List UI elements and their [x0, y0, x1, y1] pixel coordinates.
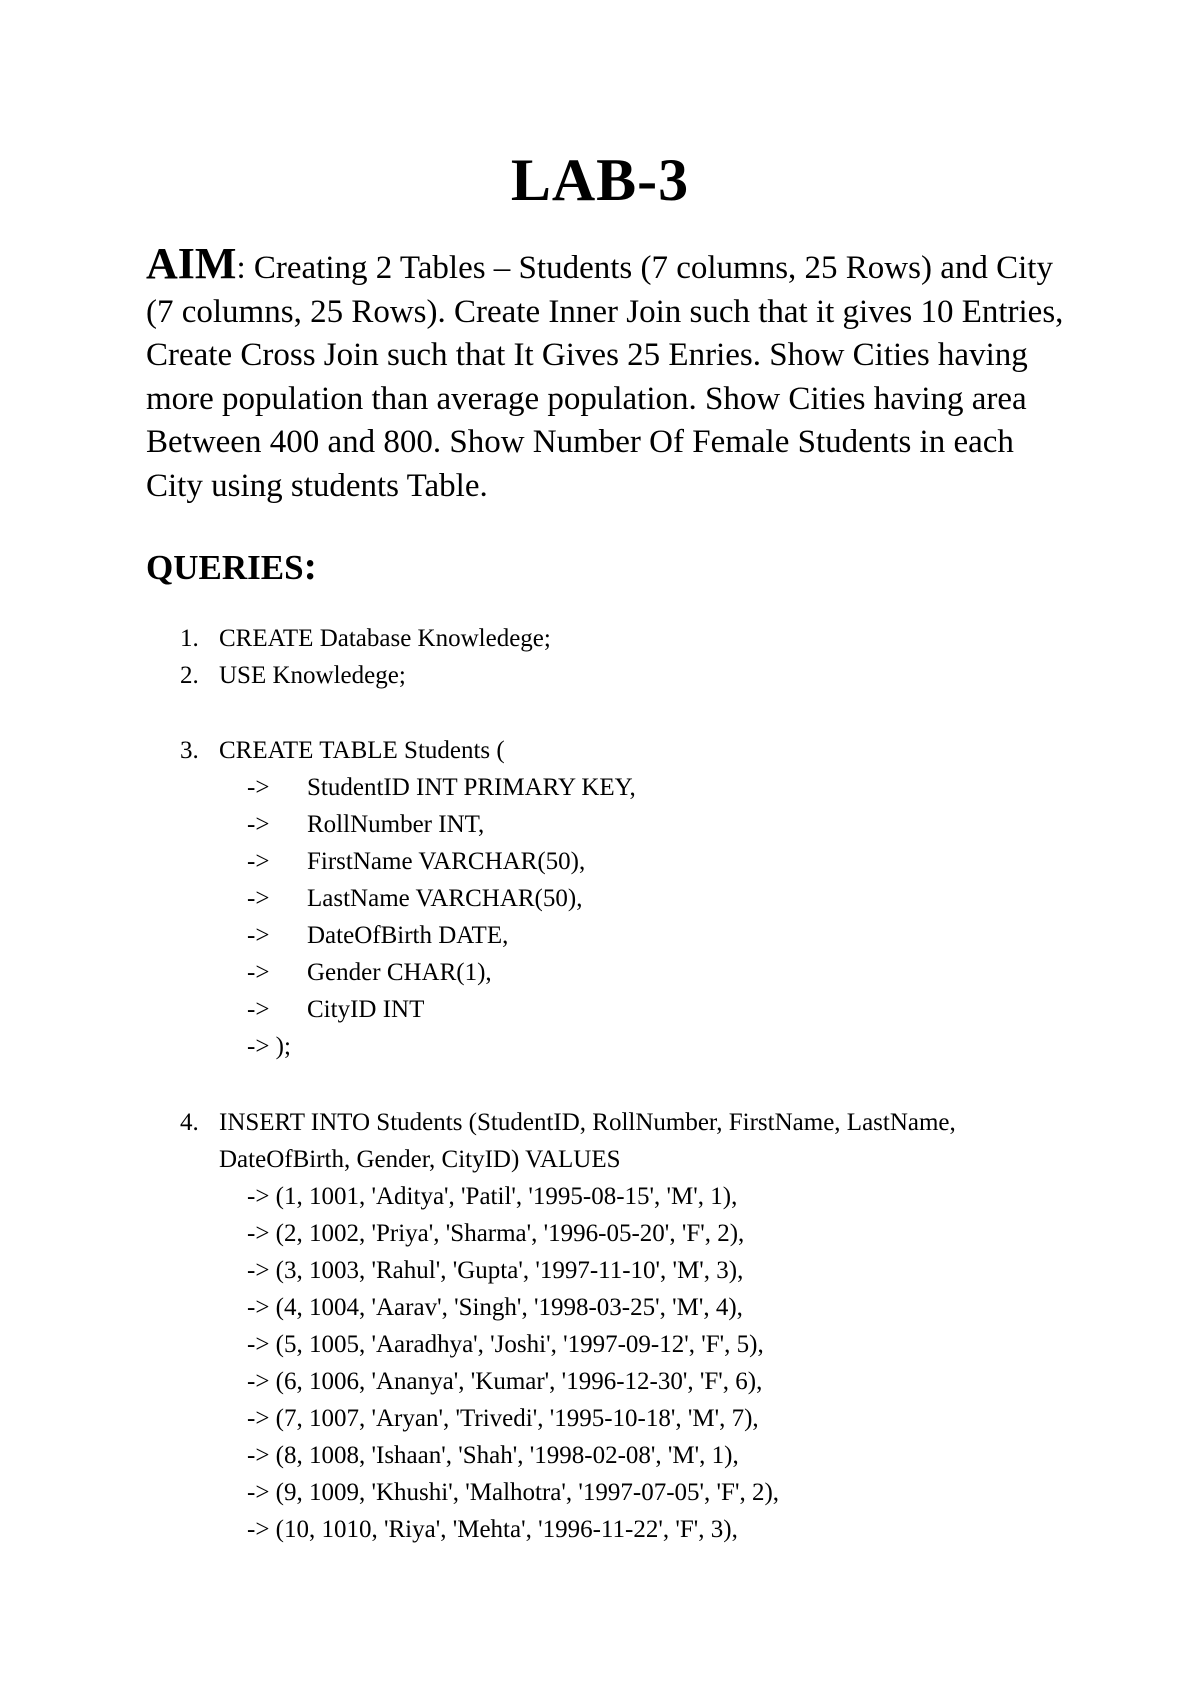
- query-number: 1.: [180, 625, 199, 652]
- page-title: LAB-3: [510, 147, 690, 213]
- insert-row: -> (3, 1003, 'Rahul', 'Gupta', '1997-11-10', 'M', 3),: [247, 1257, 744, 1284]
- column-definition: Gender CHAR(1),: [307, 959, 492, 986]
- arrow-prompt: ->: [247, 774, 270, 801]
- insert-row: -> (2, 1002, 'Priya', 'Sharma', '1996-05-20', 'F', 2),: [247, 1220, 745, 1247]
- insert-row: -> (8, 1008, 'Ishaan', 'Shah', '1998-02-08', 'M', 1),: [247, 1442, 739, 1469]
- aim-paragraph: [146, 239, 1076, 508]
- query-text: CREATE Database Knowledege;: [219, 625, 551, 652]
- insert-row: -> (6, 1006, 'Ananya', 'Kumar', '1996-12-30', 'F', 6),: [247, 1368, 763, 1395]
- insert-continuation: DateOfBirth, Gender, CityID) VALUES: [219, 1146, 621, 1173]
- column-definition: FirstName VARCHAR(50),: [307, 848, 586, 875]
- insert-row: -> (10, 1010, 'Riya', 'Mehta', '1996-11-22', 'F', 3),: [247, 1516, 738, 1543]
- aim-separator: :: [236, 250, 246, 286]
- insert-row: -> (1, 1001, 'Aditya', 'Patil', '1995-08-15', 'M', 1),: [247, 1183, 738, 1210]
- aim-label: AIM: [146, 239, 237, 288]
- aim-text: Creating 2 Tables – Students (7 columns, 25 Rows) and City (7 columns, 25 Rows). Create Inner Join such that it gives 10 Entries, Create Cross Join such that It Gives 25 Enries. Show Cities having more population than average population. Show Cities having area Between 400 and 800. Show Number Of Female Students in each City using students Table.: [146, 250, 1064, 504]
- create-close: -> );: [247, 1033, 291, 1060]
- query-number: 4.: [180, 1109, 199, 1136]
- arrow-prompt: ->: [247, 848, 270, 875]
- insert-row: -> (5, 1005, 'Aaradhya', 'Joshi', '1997-09-12', 'F', 5),: [247, 1331, 764, 1358]
- column-definition: DateOfBirth DATE,: [307, 922, 509, 949]
- queries-heading-label: QUERIES: [146, 548, 304, 587]
- query-text: CREATE TABLE Students (: [219, 737, 505, 764]
- arrow-prompt: ->: [247, 996, 270, 1023]
- query-text: USE Knowledege;: [219, 662, 406, 689]
- arrow-prompt: ->: [247, 811, 270, 838]
- column-definition: LastName VARCHAR(50),: [307, 885, 583, 912]
- arrow-prompt: ->: [247, 885, 270, 912]
- query-number: 3.: [180, 737, 199, 764]
- arrow-prompt: ->: [247, 922, 270, 949]
- insert-row: -> (4, 1004, 'Aarav', 'Singh', '1998-03-25', 'M', 4),: [247, 1294, 743, 1321]
- queries-heading: [146, 543, 317, 588]
- queries-heading-colon: :: [303, 543, 317, 588]
- column-definition: CityID INT: [307, 996, 425, 1023]
- query-number: 2.: [180, 662, 199, 689]
- insert-row: -> (7, 1007, 'Aryan', 'Trivedi', '1995-10-18', 'M', 7),: [247, 1405, 759, 1432]
- arrow-prompt: ->: [247, 959, 270, 986]
- column-definition: RollNumber INT,: [307, 811, 485, 838]
- query-text: INSERT INTO Students (StudentID, RollNumber, FirstName, LastName,: [219, 1109, 956, 1136]
- insert-row: -> (9, 1009, 'Khushi', 'Malhotra', '1997-07-05', 'F', 2),: [247, 1479, 780, 1506]
- column-definition: StudentID INT PRIMARY KEY,: [307, 774, 636, 801]
